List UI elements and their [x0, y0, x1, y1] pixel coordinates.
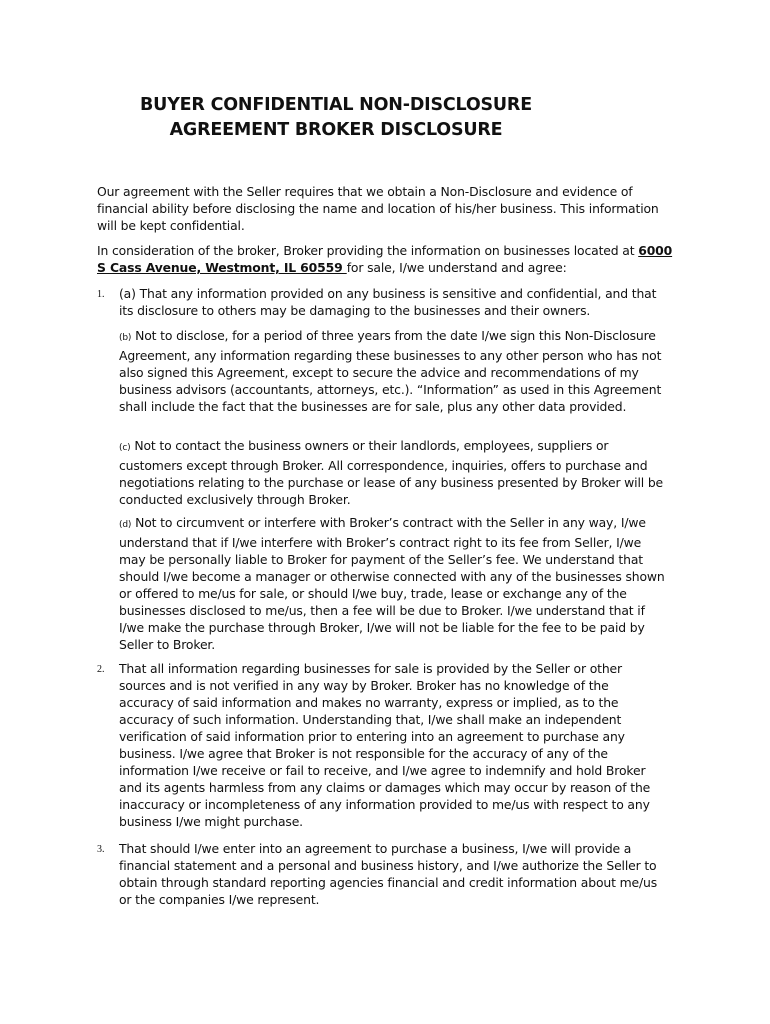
- business-address: 6000 S Cass Avenue, Westmont, IL 60559: [97, 243, 673, 275]
- sub-label: (d): [119, 520, 132, 530]
- title-line-2: AGREEMENT BROKER DISCLOSURE: [169, 120, 503, 140]
- sub-clause-d: [119, 514, 671, 653]
- document-title: [96, 93, 576, 143]
- item-text: That should I/we enter into an agreement to purchase a business, I/we will provide a financial statement and a personal and business history, and I/we authorize the Seller to obtain through standard reporting agencies financial and credit information about me/us or the companies I/we represent.: [119, 841, 658, 907]
- intro-paragraph: Our agreement with the Seller requires that we obtain a Non-Disclosure and evidence of financial ability before disclosing the name and location of his/her business. This information will be kept confidential.: [97, 184, 659, 233]
- sub-text: Not to circumvent or interfere with Broker’s contract with the Seller in any way, I/we understand that if I/we interfere with Broker’s contract right to its fee from Seller, I/we may be personally liable to Broker for payment of the Seller’s fee. We understand that should I/we become a manager or otherwise connected with any of the businesses shown or offered to me/us for sale, or should I/we buy, trade, lease or exchange any of the businesses disclosed to me/us, then a fee will be due to Broker. I/we understand that if I/we make the purchase through Broker, I/we will not be liable for the fee to be paid by Seller to Broker.: [119, 515, 665, 652]
- sub-text: Not to contact the business owners or their landlords, employees, suppliers or customers except through Broker. All correspondence, inquiries, offers to purchase and negotiations relating to the purchase or lease of any business presented by Broker will be conducted exclusively through Broker.: [119, 438, 664, 507]
- item-number: 2.: [97, 664, 105, 675]
- item-text: That all information regarding businesses for sale is provided by the Seller or other sources and is not verified in any way by Broker. Broker has no knowledge of the accuracy of said information and makes no warranty, express or implied, as to the accuracy of such information. Understanding that, I/we shall make an independent verification of said information prior to entering into an agreement to purchase any business. I/we agree that Broker is not responsible for the accuracy of any of the information I/we receive or fail to receive, and I/we agree to indemnify and hold Broker and its agents harmless from any claims or damages which may occur by reason of the inaccuracy or incompleteness of any information provided to me/us with respect to any business I/we might purchase.: [119, 661, 651, 829]
- consideration-prefix: In consideration of the broker, Broker providing the information on businesses located at: [97, 243, 635, 258]
- sub-clause-c: [119, 437, 671, 508]
- sub-text: Not to disclose, for a period of three years from the date I/we sign this Non-Disclosure Agreement, any information regarding these businesses to any other person who has not also signed this Agreement, except to secure the advice and recommendations of my business advisors (accountants, attorneys, etc.). “Information” as used in this Agreement shall include the fact that the businesses are for sale, plus any other data provided.: [119, 328, 662, 414]
- sub-label: (c): [119, 443, 131, 453]
- item-number: 1.: [97, 289, 105, 300]
- consideration-suffix: for sale, I/we understand and agree:: [346, 260, 567, 275]
- item-number: 3.: [97, 844, 105, 855]
- title-line-1: BUYER CONFIDENTIAL NON-DISCLOSURE: [140, 95, 532, 115]
- sub-clause-b: [119, 327, 671, 415]
- consideration-paragraph: [97, 242, 677, 276]
- item-text: (a) That any information provided on any business is sensitive and confidential, and that its disclosure to others may be damaging to the businesses and their owners.: [119, 286, 657, 318]
- sub-label: (b): [119, 333, 132, 343]
